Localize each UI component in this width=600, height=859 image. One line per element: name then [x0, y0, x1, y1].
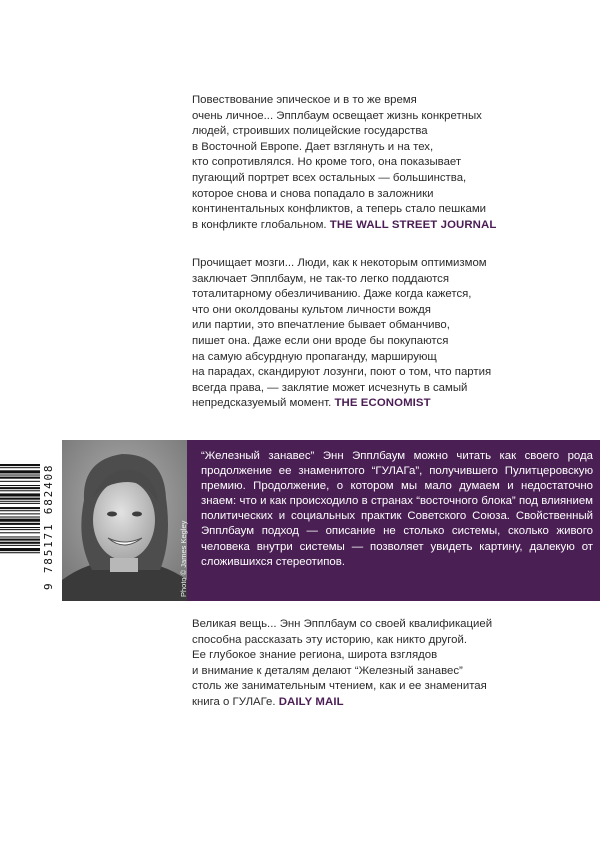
review-quote-daily-mail	[192, 617, 532, 711]
author-photo	[62, 440, 187, 601]
quote-text: Прочищает мозги... Люди, как к некоторым оптимизмом заключает Эпплбаум, не так-то легко поддаются тоталитарному обезличиванию. Даже когда кажется, что они околдованы культом личности вождя или партии, это впечатление бывает обманчиво, пишет она. Даже если они вроде бы покупаются на самую абсурдную пропаганду, марширующ на парадах, скандируют лозунги, поют о том, что партия всегда права, — заклятие может исчезнуть в самый непредсказуемый момент.	[192, 257, 492, 410]
quote-source: THE WALL STREET JOURNAL	[329, 218, 497, 231]
quote-source: THE ECONOMIST	[334, 397, 431, 410]
isbn-number: 9 785171 682408	[42, 463, 55, 590]
review-quote-wsj	[192, 93, 532, 233]
quote-source: DAILY MAIL	[278, 695, 344, 708]
review-quote-economist	[192, 256, 532, 412]
photo-credit: Photo © James Kegley	[179, 520, 188, 597]
author-band	[62, 440, 600, 601]
quote-text: Повествование эпическое и в то же время очень личное... Эпплбаум освещает жизнь конкретных людей, строивших полицейские государства в Восточной Европе. Дает взглянуть и на тех, кто сопротивлялся. Но кроме того, она показывает пугающий портрет всех остальных — большинства, которое снова и снова попадало в заложники континентальных конфликтов, а теперь стало пешками в конфликте глобальном.	[192, 94, 487, 231]
band-description: “Железный занавес” Энн Эпплбаум можно читать как своего рода продолжение ее знаменитого “ГУЛАГа”, получившего Пулитцеровскую премию. Продолжение, о котором мы мало думаем и недостаточно знаем: что и как происходило в странах “восточного блока” под влиянием политических и социальных практик Советского Союза. Свойственный Эпплбаум подход — описание не столько системы, сколько живого человека внутри системы — позволяет увидеть картину, далекую от сложившихся стереотипов.	[201, 450, 593, 568]
quote-text: Великая вещь... Энн Эпплбаум со своей квалификацией способна рассказать эту историю, как никто другой. Ее глубокое знание региона, широта взглядов и внимание к деталям делают “Железный занавес” столь же занимательным чтением, как и ее знаменитая книга о ГУЛАГе.	[192, 618, 493, 708]
